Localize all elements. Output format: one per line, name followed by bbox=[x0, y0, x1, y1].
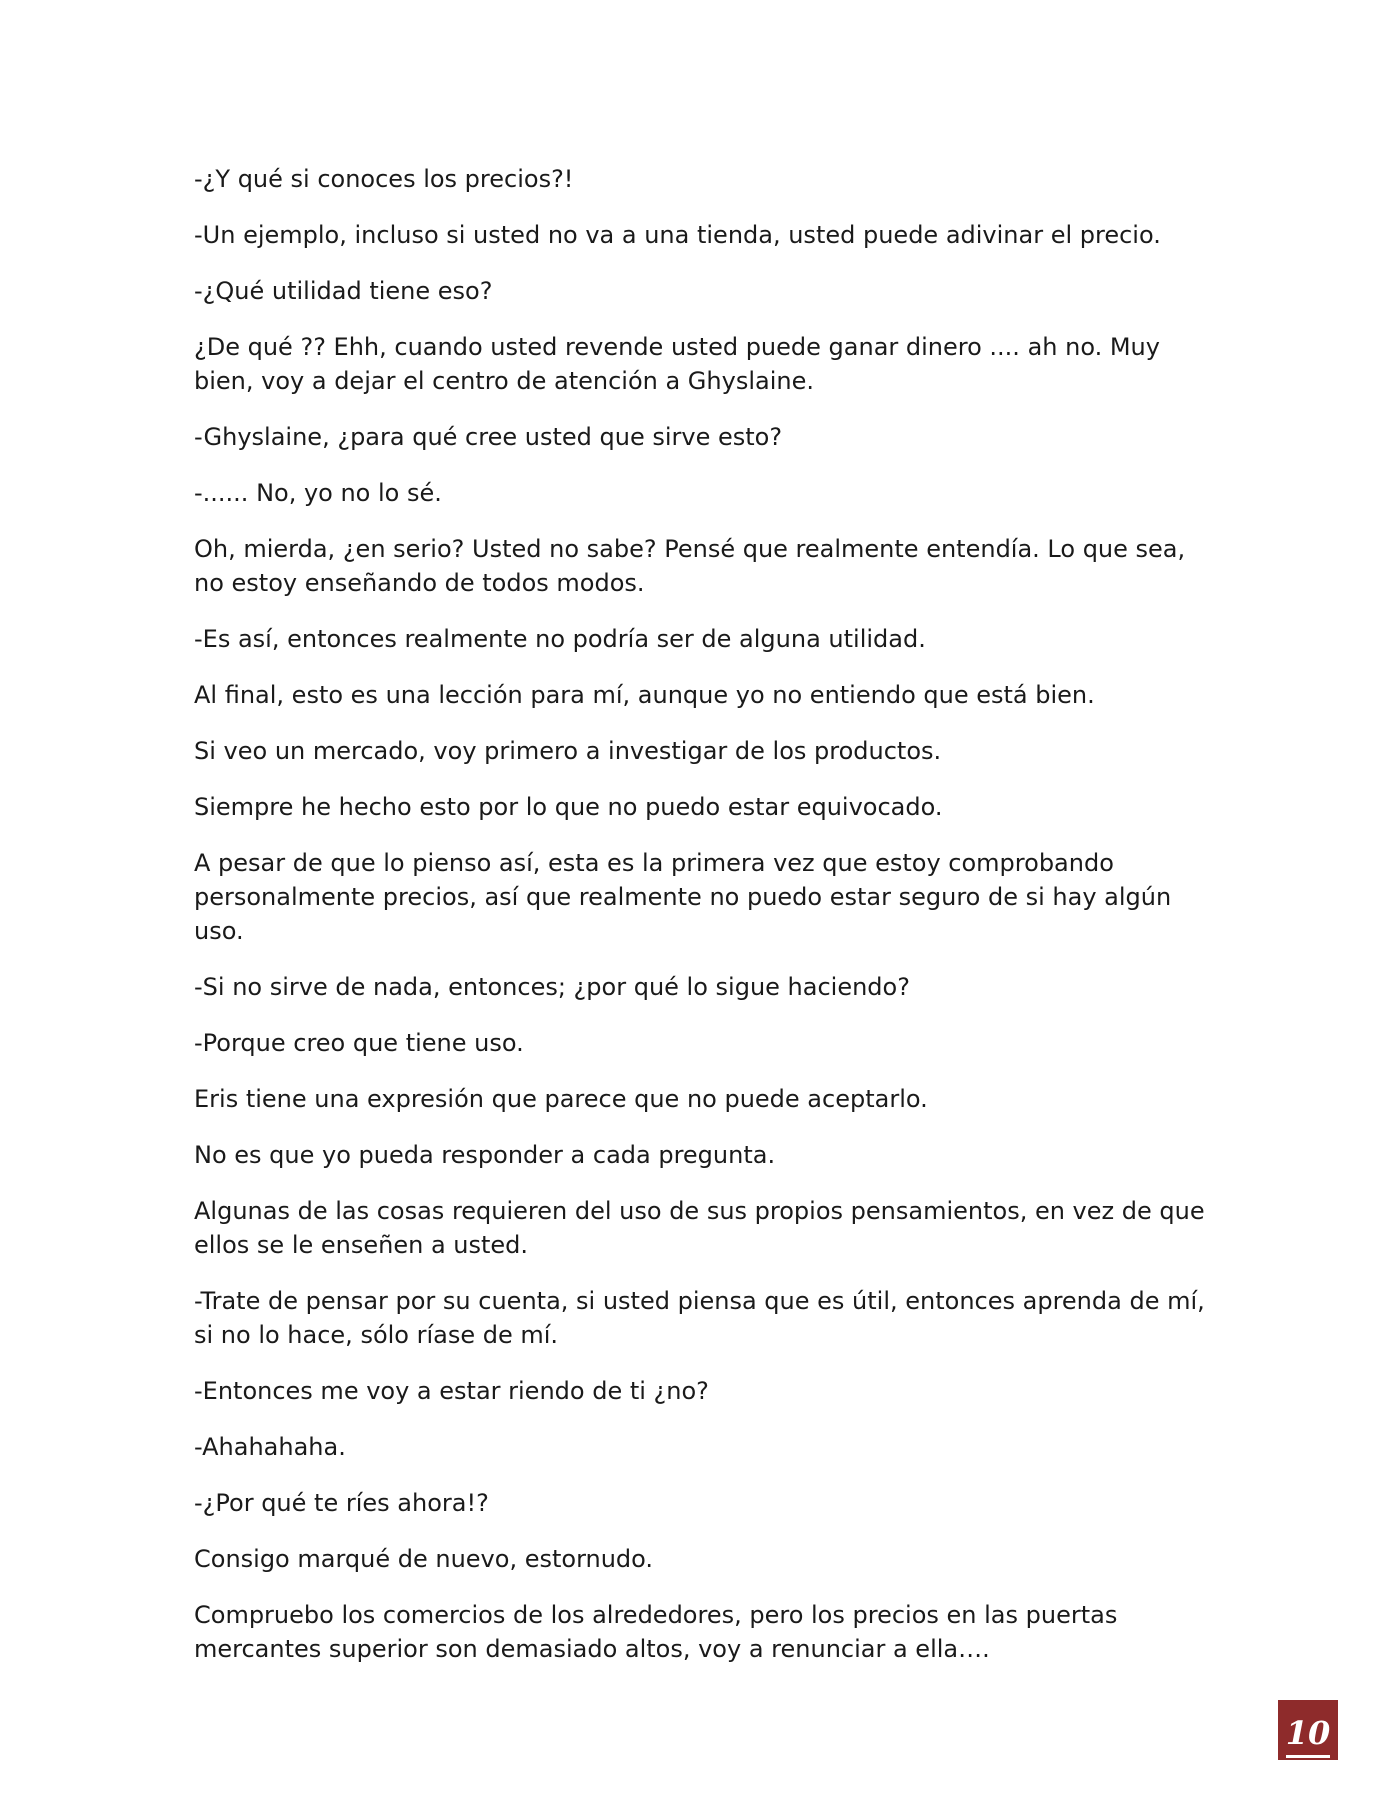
document-body bbox=[194, 162, 1214, 1688]
paragraph: Al final, esto es una lección para mí, aunque yo no entiendo que está bien. bbox=[194, 681, 1095, 709]
paragraph: A pesar de que lo pienso así, esta es la primera vez que estoy comprobando personalmente precios, así que realmente no puedo estar seguro de si hay algún uso. bbox=[194, 849, 1172, 945]
paragraph: No es que yo pueda responder a cada pregunta. bbox=[194, 1141, 776, 1169]
paragraph: -Es así, entonces realmente no podría ser de alguna utilidad. bbox=[194, 625, 926, 653]
paragraph: Consigo marqué de nuevo, estornudo. bbox=[194, 1545, 654, 1573]
page-number: 10 bbox=[1286, 1717, 1331, 1758]
paragraph: -Porque creo que tiene uso. bbox=[194, 1029, 524, 1057]
paragraph: -¿Y qué si conoces los precios?! bbox=[194, 165, 574, 193]
paragraph: -Si no sirve de nada, entonces; ¿por qué lo sigue haciendo? bbox=[194, 973, 910, 1001]
paragraph: -Entonces me voy a estar riendo de ti ¿no? bbox=[194, 1377, 709, 1405]
paragraph: -¿Por qué te ríes ahora!? bbox=[194, 1489, 489, 1517]
paragraph: ¿De qué ?? Ehh, cuando usted revende usted puede ganar dinero .... ah no. Muy bien, voy a dejar el centro de atención a Ghyslaine. bbox=[194, 333, 1160, 395]
paragraph: -...... No, yo no lo sé. bbox=[194, 479, 442, 507]
paragraph: -¿Qué utilidad tiene eso? bbox=[194, 277, 493, 305]
paragraph: Compruebo los comercios de los alrededores, pero los precios en las puertas mercantes superior son demasiado altos, voy a renunciar a ella…. bbox=[194, 1601, 1118, 1663]
paragraph: Eris tiene una expresión que parece que no puede aceptarlo. bbox=[194, 1085, 928, 1113]
paragraph: Algunas de las cosas requieren del uso de sus propios pensamientos, en vez de que ellos se le enseñen a usted. bbox=[194, 1197, 1205, 1259]
page-number-badge bbox=[1278, 1700, 1338, 1760]
paragraph: -Un ejemplo, incluso si usted no va a una tienda, usted puede adivinar el precio. bbox=[194, 221, 1161, 249]
paragraph: -Ghyslaine, ¿para qué cree usted que sirve esto? bbox=[194, 423, 783, 451]
paragraph: Siempre he hecho esto por lo que no puedo estar equivocado. bbox=[194, 793, 943, 821]
paragraph: Si veo un mercado, voy primero a investigar de los productos. bbox=[194, 737, 942, 765]
paragraph: Oh, mierda, ¿en serio? Usted no sabe? Pensé que realmente entendía. Lo que sea, no estoy enseñando de todos modos. bbox=[194, 535, 1186, 597]
paragraph: -Ahahahaha. bbox=[194, 1433, 346, 1461]
paragraph: -Trate de pensar por su cuenta, si usted piensa que es útil, entonces aprenda de mí, si no lo hace, sólo ríase de mí. bbox=[194, 1287, 1205, 1349]
